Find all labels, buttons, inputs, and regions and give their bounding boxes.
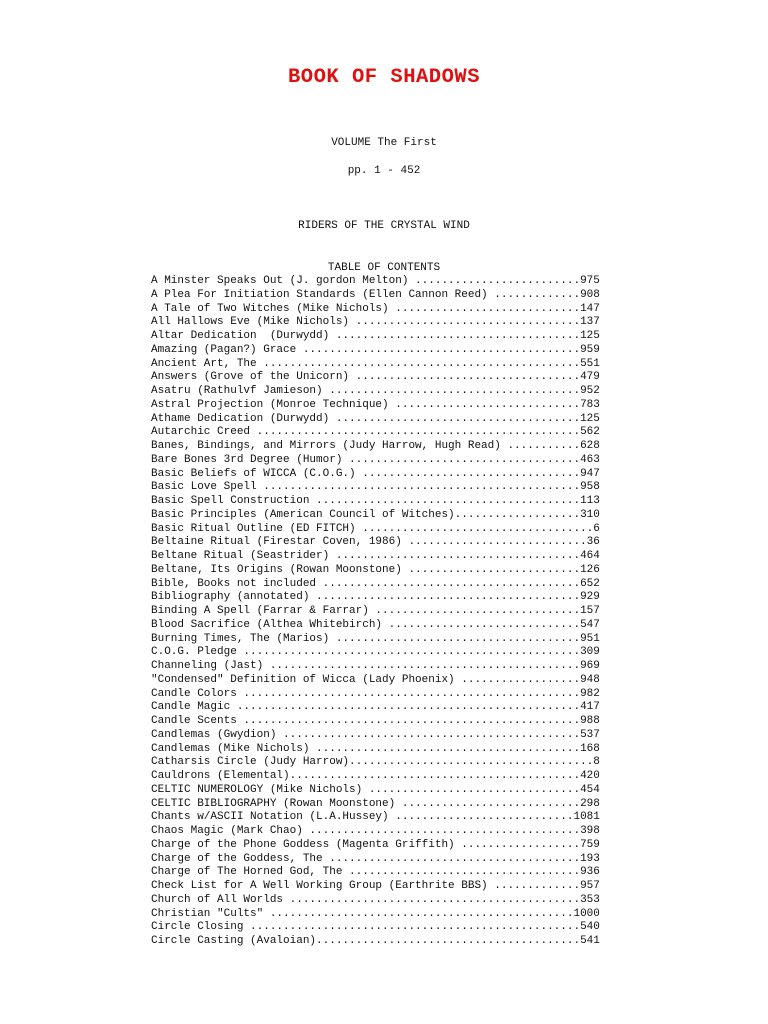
toc-entry: CELTIC NUMEROLOGY (Mike Nichols) ................................454 xyxy=(151,783,600,796)
volume-line: VOLUME The First xyxy=(331,137,437,149)
toc-entry: Autarchic Creed .................................................562 xyxy=(151,426,600,439)
table-of-contents xyxy=(151,275,600,949)
toc-entry: Basic Ritual Outline (ED FITCH) ...................................6 xyxy=(151,522,600,535)
toc-entry: Bible, Books not included .......................................652 xyxy=(151,577,600,590)
toc-entry: Amazing (Pagan?) Grace ..........................................959 xyxy=(151,343,600,356)
toc-heading: TABLE OF CONTENTS xyxy=(327,262,441,274)
toc-entry: "Condensed" Definition of Wicca (Lady Phoenix) ..................948 xyxy=(151,673,600,686)
toc-entry: Athame Dedication (Durwydd) .....................................125 xyxy=(151,412,600,425)
toc-entry: Channeling (Jast) ...............................................969 xyxy=(151,660,600,672)
document-title: BOOK OF SHADOWS xyxy=(287,66,481,89)
toc-entry: Christian "Cults" ..............................................1000 xyxy=(151,907,600,920)
toc-entry: Church of All Worlds ............................................353 xyxy=(151,893,600,906)
toc-entry: Ancient Art, The ................................................551 xyxy=(151,357,600,370)
toc-entry: Bare Bones 3rd Degree (Humor) ...................................463 xyxy=(151,453,600,466)
toc-entry: Charge of The Horned God, The ...................................936 xyxy=(151,866,600,879)
toc-entry: Charge of the Goddess, The ......................................193 xyxy=(151,852,600,865)
toc-entry: Basic Beliefs of WICCA (C.O.G.) .................................947 xyxy=(151,467,600,480)
toc-entry: All Hallows Eve (Mike Nichols) ..................................137 xyxy=(151,316,600,329)
toc-entry: Beltane Ritual (Seastrider) .....................................464 xyxy=(151,550,600,562)
toc-entry: Candle Magic ....................................................417 xyxy=(151,701,600,714)
toc-entry: Charge of the Phone Goddess (Magenta Griffith) ..................759 xyxy=(151,838,600,851)
toc-entry: Beltane, Its Origins (Rowan Moonstone) ..........................126 xyxy=(151,563,600,576)
toc-entry: Circle Casting (Avaloian)........................................541 xyxy=(151,935,600,947)
document-subtitle: RIDERS OF THE CRYSTAL WIND xyxy=(298,220,470,232)
toc-entry: A Plea For Initiation Standards (Ellen Cannon Reed) .............908 xyxy=(151,288,600,301)
toc-entry: Basic Principles (American Council of Witches)...................310 xyxy=(151,508,600,521)
toc-entry: Check List for A Well Working Group (Earthrite BBS) .............957 xyxy=(151,880,600,892)
toc-entry: Altar Dedication (Durwydd) .....................................125 xyxy=(151,330,600,342)
toc-entry: Chaos Magic (Mark Chao) .........................................398 xyxy=(151,825,600,837)
toc-entry: Candlemas (Mike Nichols) ........................................168 xyxy=(151,742,600,755)
toc-entry: Catharsis Circle (Judy Harrow).....................................8 xyxy=(151,756,600,769)
toc-entry: A Tale of Two Witches (Mike Nichols) ............................147 xyxy=(151,302,600,315)
toc-entry: A Minster Speaks Out (J. gordon Melton) .........................975 xyxy=(151,275,600,287)
toc-entry: Candle Scents ...................................................988 xyxy=(151,715,600,727)
toc-entry: Candle Colors ...................................................982 xyxy=(151,687,600,700)
toc-entry: Basic Spell Construction ........................................113 xyxy=(151,495,600,507)
toc-entry: Candlemas (Gwydion) .............................................537 xyxy=(151,728,600,741)
toc-entry: Bibliography (annotated) ........................................929 xyxy=(151,591,600,604)
toc-entry: Burning Times, The (Marios) .....................................951 xyxy=(151,632,600,645)
toc-entry: CELTIC BIBLIOGRAPHY (Rowan Moonstone) ...........................298 xyxy=(151,797,600,810)
toc-entry: Basic Love Spell ................................................958 xyxy=(151,481,600,494)
toc-entry: Chants w/ASCII Notation (L.A.Hussey) ...........................1081 xyxy=(151,811,600,824)
toc-entry: C.O.G. Pledge ...................................................309 xyxy=(151,646,600,659)
toc-entry: Astral Projection (Monroe Technique) ............................783 xyxy=(151,398,600,411)
toc-entry: Cauldrons (Elemental)............................................420 xyxy=(151,770,600,782)
toc-entry: Binding A Spell (Farrar & Farrar) ...............................157 xyxy=(151,605,600,617)
toc-entry: Blood Sacrifice (Althea Whitebirch) .............................547 xyxy=(151,618,600,631)
toc-entry: Circle Closing ..................................................540 xyxy=(151,921,600,934)
toc-entry: Asatru (Rathulvf Jamieson) ......................................952 xyxy=(151,385,600,397)
toc-entry: Banes, Bindings, and Mirrors (Judy Harrow, Hugh Read) ...........628 xyxy=(151,440,600,452)
toc-entry: Beltaine Ritual (Firestar Coven, 1986) ...........................36 xyxy=(151,536,600,549)
page-range: pp. 1 - 452 xyxy=(347,165,421,177)
toc-entry: Answers (Grove of the Unicorn) ..................................479 xyxy=(151,371,600,384)
